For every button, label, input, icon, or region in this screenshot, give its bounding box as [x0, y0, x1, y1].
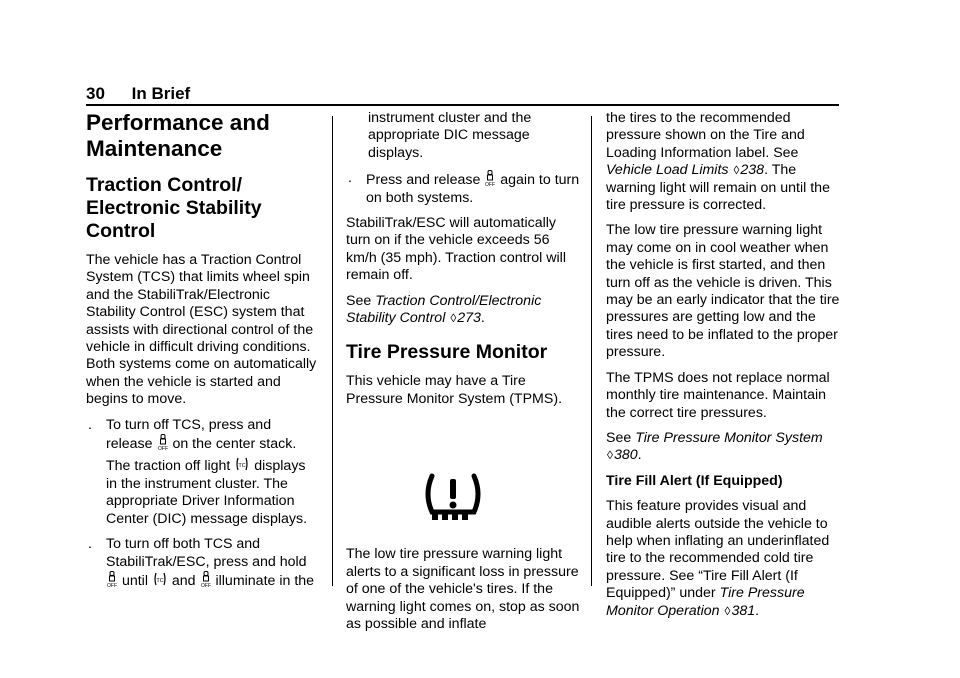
- traction-off-icon: [153, 572, 167, 587]
- esc-auto-paragraph: StabiliTrak/ESC will automatically turn on if the vehicle exceeds 56 km/h (35 mph). Traction control will remain off.: [346, 215, 566, 284]
- bullet-dot: .: [88, 416, 92, 433]
- maintenance-paragraph: The TPMS does not replace normal monthly tire maintenance. Maintain the correct tire pressures.: [606, 369, 830, 421]
- page-heading: Performance and Maintenance: [86, 110, 270, 161]
- svg-text:OFF: OFF: [200, 582, 211, 588]
- svg-text:OFF: OFF: [107, 582, 117, 588]
- column-1: [86, 110, 322, 598]
- cross-reference-link[interactable]: Traction Control/Electronic Stability Control: [346, 292, 542, 327]
- page-header: [86, 84, 190, 104]
- column-2: [346, 110, 582, 641]
- list-item: . To turn off TCS, press and release OFF on the center stack. The traction off light TC displays in the instrument cluster. The appropriate Driver Information Center (DIC) message displays.: [88, 416, 308, 527]
- bullet-continuation: instrument cluster and the appropriate DIC message displays.: [368, 110, 532, 161]
- section-heading-traction: Traction Control/ Electronic Stability Control: [86, 174, 262, 242]
- svg-text:OFF: OFF: [485, 182, 496, 188]
- tire-pressure-warning-icon: [422, 472, 484, 524]
- svg-text:TC: TC: [238, 463, 246, 470]
- traction-switch-icon: [158, 434, 168, 451]
- bullet-dot: .: [88, 536, 92, 553]
- svg-text:OFF: OFF: [157, 446, 168, 452]
- subheading-tire-fill-alert: Tire Fill Alert (If Equipped): [606, 472, 783, 489]
- see-reference: See Tire Pressure Monitor System ◊380.: [606, 429, 823, 464]
- tpms-warning-paragraph: The low tire pressure warning light alerts to a significant loss in pressure of one of the vehicle's tires. If the warning light comes on, stop as soon as possible and inflate: [346, 546, 580, 632]
- page-ref-icon: ◊: [607, 448, 613, 463]
- cool-weather-paragraph: The low tire pressure warning light may come on in cool weather when the vehicle is first started, and then turn off as the vehicle is driven. This may be an early indicator that the tire pressures are getting low and the tires need to be inflated to the proper pressure.: [606, 222, 840, 361]
- traction-switch-icon: [107, 571, 117, 588]
- inflate-paragraph: the tires to the recommended pressure shown on the Tire and Loading Information label. See Vehicle Load Limits ◊238. The warning light will remain on until the tire pressure is corrected.: [606, 110, 830, 214]
- see-reference: See Traction Control/Electronic Stability Control ◊273.: [346, 292, 542, 327]
- tpms-intro: This vehicle may have a Tire Pressure Monitor System (TPMS).: [346, 373, 563, 407]
- page-ref-icon: ◊: [450, 311, 457, 326]
- page-ref[interactable]: 273: [457, 310, 481, 327]
- section-heading-tpms: Tire Pressure Monitor: [346, 341, 548, 364]
- section-title: In Brief: [131, 84, 191, 103]
- page-number: 30: [86, 84, 105, 103]
- page-ref-icon: ◊: [724, 603, 731, 618]
- svg-text:TC: TC: [156, 577, 164, 584]
- cross-reference-link[interactable]: Vehicle Load Limits: [606, 162, 729, 179]
- tire-fill-paragraph: This feature provides visual and audible alerts outside the vehicle to help when inflating an underinflated tire to the recommended cold tire pressure. See “Tire Fill Alert (If Equipped)” under Tire Pressure Monitor Operation ◊381.: [606, 498, 830, 619]
- column-3: [606, 110, 842, 628]
- column-divider: [591, 116, 592, 586]
- page-ref-icon: ◊: [733, 163, 740, 178]
- column-divider: [332, 116, 333, 586]
- page-ref[interactable]: 380: [613, 447, 638, 464]
- page-ref[interactable]: 381: [731, 602, 756, 619]
- list-item: . Press and release OFF again to turn on both systems.: [348, 170, 580, 206]
- list-item: . To turn off both TCS and StabiliTrak/ESC, press and hold OFF until TC and OFF illuminate in the: [88, 536, 315, 589]
- traction-off-icon: [235, 457, 249, 472]
- traction-switch-icon: [485, 170, 495, 187]
- traction-intro: The vehicle has a Traction Control System (TCS) that limits wheel spin and the StabiliTrak/Electronic Stability Control (ESC) system that assists with directional control of the vehicle in difficult driving conditions. Both systems come on automatically when the vehicle is started and begins to move.: [86, 252, 317, 408]
- header-rule: [86, 104, 839, 106]
- page-ref[interactable]: 238: [740, 162, 765, 179]
- cross-reference-link[interactable]: Tire Pressure Monitor Operation: [606, 585, 805, 619]
- cross-reference-link[interactable]: Tire Pressure Monitor System: [635, 429, 823, 446]
- bullet-dot: .: [348, 170, 352, 187]
- esc-switch-icon: [201, 571, 211, 588]
